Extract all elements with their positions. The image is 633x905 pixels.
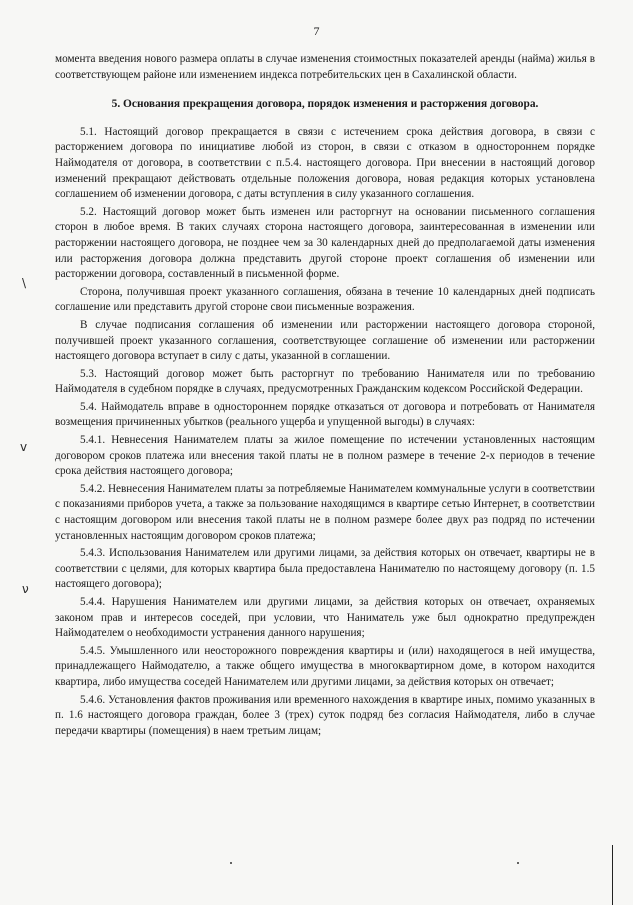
paragraph-5-4: 5.4. Наймодатель вправе в одностороннем порядке отказаться от договора и потребовать от Нанимателя возмещения причиненных убытков (реального ущерба и упущенной выгоды) в случаях: xyxy=(55,400,595,429)
paragraph-5-1: 5.1. Настоящий договор прекращается в связи с истечением срока действия договора, в связи с расторжением договора по инициативе любой из сторон, в связи с отказом в одностороннем порядке Наймодателя от договора, в соответствии с п.5.4. настоящего договора. При внесении в настоящий договор изменений прекращают действовать отдельные положения договора, новая редакция которых установлена соглашением об изменении договора, с даты вступления в силу указанного соглашения. xyxy=(55,125,595,201)
paragraph-5-2: 5.2. Настоящий договор может быть изменен или расторгнут на основании письменного соглашения сторон в любое время. В таких случаях сторона настоящего договора, заинтересованная в изменении или расторжении настоящего договора, не позднее чем за 30 календарных дней до предполагаемой даты изменения или расторжения договора должна представить другой стороне проект соглашения об изменении или расторжении договора, составленный в письменной форме. xyxy=(55,205,595,281)
scan-dot xyxy=(517,862,519,864)
paragraph-5-4-4: 5.4.4. Нарушения Нанимателем или другими лицами, за действия которых он отвечает, охраняемых законом прав и интересов соседей, при условии, что Наниматель уже был однократно предупрежден Наймодателем о необходимости устранения данного нарушения; xyxy=(55,596,595,640)
margin-mark-2: v xyxy=(20,440,28,454)
paragraph-5-4-1: 5.4.1. Невнесения Нанимателем платы за жилое помещение по истечении установленных настоящим договором сроков платежа или внесения такой платы не в полном размере в течение 2-х периодов в течение срока действия настоящего договора; xyxy=(55,434,595,478)
section-title: 5. Основания прекращения договора, порядок изменения и расторжения договора. xyxy=(111,98,539,111)
paragraph-5-2-reply: Сторона, получившая проект указанного соглашения, обязана в течение 10 календарных дней подписать соглашение или представить другой стороне свои письменные возражения. xyxy=(55,285,595,314)
paragraph-5-4-5: 5.4.5. Умышленного или неосторожного повреждения квартиры и (или) находящегося в ней имущества, принадлежащего Наймодателю, а также общего имущества в многоквартирном доме, в котором находится квартира, либо имущества соседей Нанимателем или другими лицами, за действия которых он отвечает; xyxy=(55,644,595,688)
scan-edge-line xyxy=(612,845,613,905)
paragraph-5-4-3: 5.4.3. Использования Нанимателем или другими лицами, за действия которых он отвечает, квартиры не в соответствии с целями, для которых квартира была предоставлена Нанимателю по настоящему договору (п. 1.5 настоящего договора); xyxy=(55,547,595,591)
document-body xyxy=(55,52,595,739)
page-number: 7 xyxy=(313,24,320,38)
intro-paragraph: момента введения нового размера оплаты в случае изменения стоимостных показателей аренды (найма) жилья в соответствующем районе или изменением индекса потребительских цен в Сахалинской области. xyxy=(55,53,595,81)
paragraph-5-4-6: 5.4.6. Установления фактов проживания или временного нахождения в квартире иных, помимо указанных в п. 1.6 настоящего договора граждан, более 3 (трех) суток подряд без согласия Наймодателя, либо в случае передачи квартиры (помещения) в наем третьим лицам; xyxy=(55,693,595,737)
paragraph-5-3: 5.3. Настоящий договор может быть расторгнут по требованию Нанимателя или по требованию Наймодателя в судебном порядке в случаях, предусмотренных Гражданским кодексом Российской Федерации. xyxy=(55,367,595,396)
paragraph-5-2-signing: В случае подписания соглашения об изменении или расторжении настоящего договора стороной, получившей проект указанного соглашения, соответствующее соглашение об изменении или расторжении настоящего договора вступает в силу с даты, указанной в соглашении. xyxy=(55,318,595,363)
margin-mark-1: \ xyxy=(22,276,27,290)
paragraph-5-4-2: 5.4.2. Невнесения Нанимателем платы за потребляемые Нанимателем коммунальные услуги в соответствии с показаниями приборов учета, а также за пользование находящимся в квартире сетью Интернет, в соответствии с настоящим договором или внесения такой платы не в полном размере более двух раз подряд по истечении установленных настоящим договором сроков платежа; xyxy=(55,482,595,542)
margin-mark-3: ν xyxy=(22,582,29,596)
scan-dot xyxy=(230,862,232,864)
